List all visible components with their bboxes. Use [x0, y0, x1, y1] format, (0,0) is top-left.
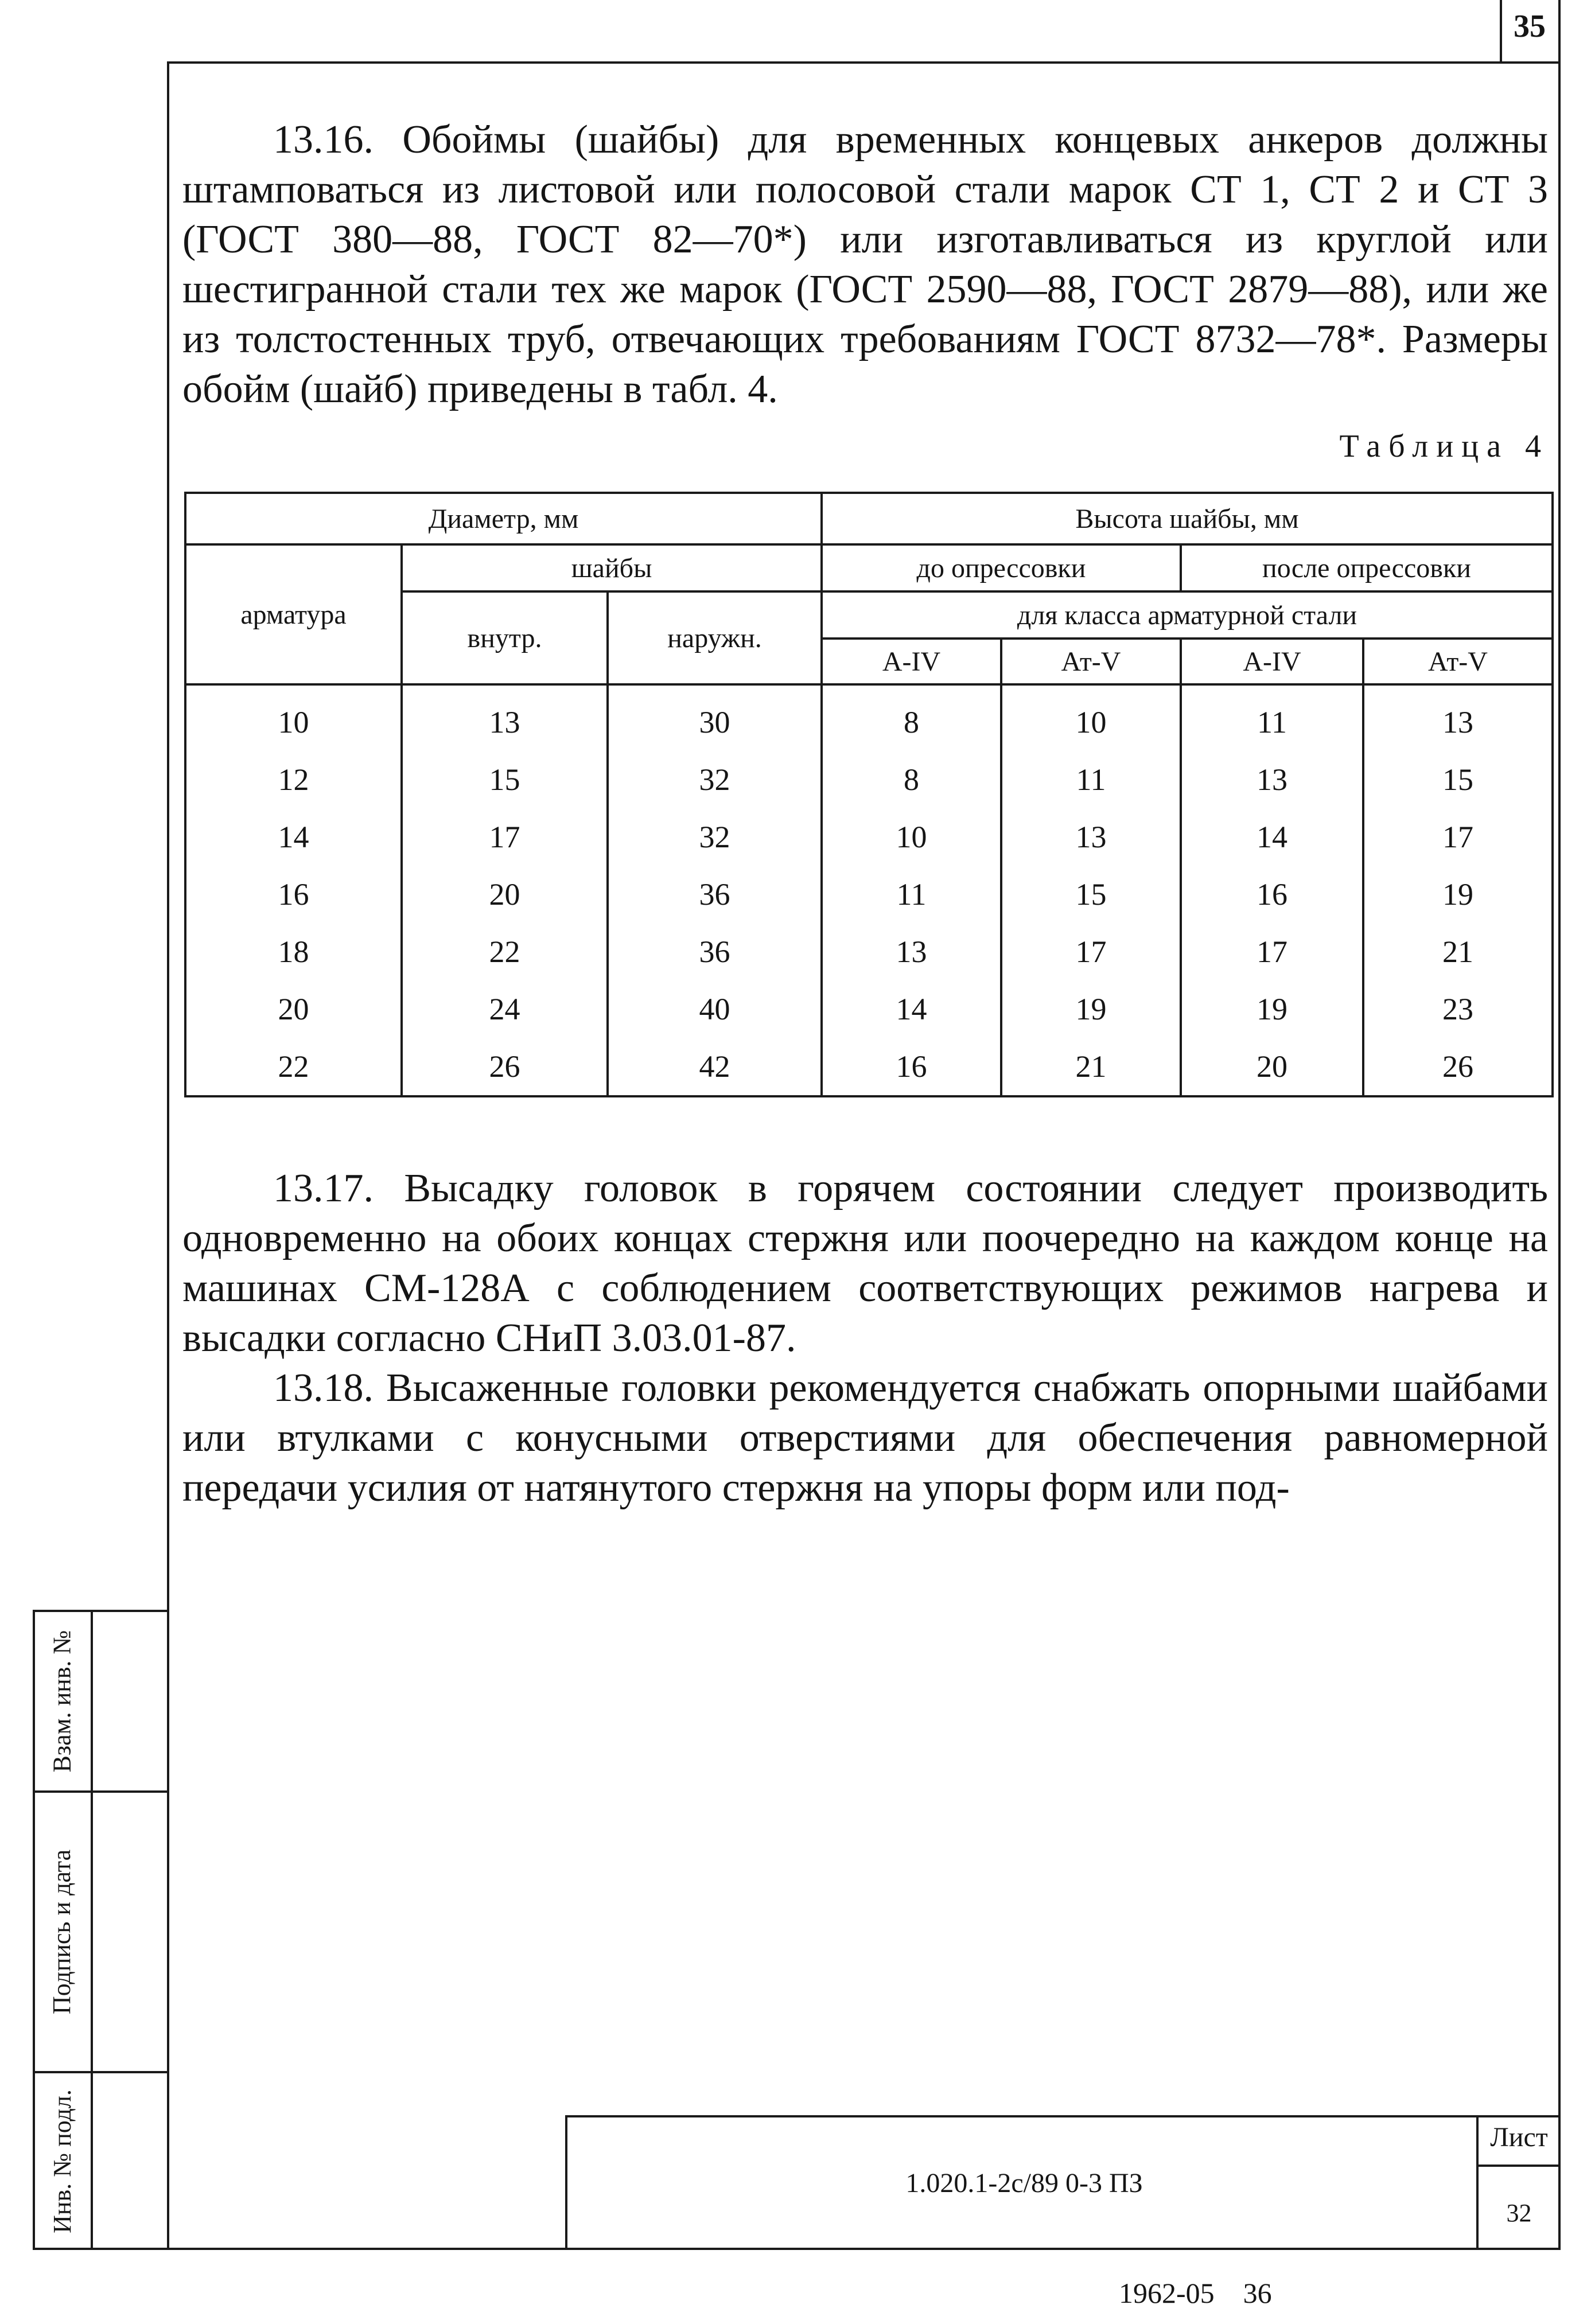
table-cell: 17: [1363, 808, 1553, 866]
table-header-row-2: [185, 544, 1553, 591]
page-number: 35: [1514, 9, 1546, 44]
table-cell: 10: [1001, 684, 1181, 751]
table-cell: 21: [1001, 1038, 1181, 1096]
header-washers: шайбы: [402, 544, 822, 591]
table-row: [185, 980, 1553, 1038]
table-cell: 13: [822, 923, 1001, 980]
table-cell: 14: [1181, 808, 1363, 866]
frame-top-border: [167, 61, 1561, 64]
header-class-a-iv-after: А-IV: [1181, 639, 1363, 684]
stamp-inv-original: [34, 2073, 90, 2249]
table-cell: 10: [185, 684, 402, 751]
table-cell: 11: [1001, 751, 1181, 808]
table-cell: 22: [402, 923, 608, 980]
header-class-at-v-before: Ат-V: [1001, 639, 1181, 684]
sheet-number: 32: [1506, 2199, 1532, 2227]
header-diameter: Диаметр, мм: [185, 493, 822, 544]
table-cell: 15: [1363, 751, 1553, 808]
table-cell: 32: [608, 808, 822, 866]
table-cell: 17: [1181, 923, 1363, 980]
stamp-signature-date: [34, 1793, 90, 2071]
header-class-a-iv-before: А-IV: [822, 639, 1001, 684]
table-row: [185, 866, 1553, 923]
header-inner: внутр.: [402, 591, 608, 684]
table-row: [185, 684, 1553, 751]
table-cell: 13: [1181, 751, 1363, 808]
table-cell: 10: [822, 808, 1001, 866]
table-cell: 36: [608, 866, 822, 923]
washer-dimensions-table: [184, 492, 1554, 1097]
header-class-at-v-after: Ат-V: [1363, 639, 1553, 684]
table-cell: 26: [1363, 1038, 1553, 1096]
stamp-signature-date-text: Подпись и дата: [48, 1849, 76, 2015]
title-block-sheet-separator: [1476, 2165, 1561, 2167]
header-after-pressing: после опрессовки: [1181, 544, 1553, 591]
table-cell: 12: [185, 751, 402, 808]
document-code: 1.020.1-2с/89 0-3 ПЗ: [905, 2168, 1143, 2198]
table-cell: 22: [185, 1038, 402, 1096]
frame-left-border: [167, 62, 169, 2249]
paragraph-13-16-text: 13.16. Обоймы (шайбы) для временных концевых анкеров должны штамповаться из листовой или полосовой стали марок СТ 1, СТ 2 и СТ 3 (ГОСТ 380—88, ГОСТ 82—70*) или изготавливаться из круглой или шестигранной стали тех же марок (ГОСТ 2590—88, ГОСТ 2879—88), или же из толстостенных труб, отвечающих требованиям ГОСТ 8732—78*. Размеры обойм (шайб) приведены в табл. 4.: [182, 118, 1548, 411]
stamp-replaced-inv: [34, 1612, 90, 1790]
stamp-inv-original-text: Инв. № подл.: [48, 2089, 76, 2233]
header-washer-height: Высота шайбы, мм: [822, 493, 1553, 544]
table-cell: 40: [608, 980, 822, 1038]
table-cell: 20: [402, 866, 608, 923]
page-number-box: [1500, 0, 1559, 63]
table-cell: 13: [1363, 684, 1553, 751]
table-cell: 14: [185, 808, 402, 866]
title-block-top: [565, 2115, 1561, 2117]
table-cell: 26: [402, 1038, 608, 1096]
table-cell: 16: [1181, 866, 1363, 923]
table-header-row-1: [185, 493, 1553, 544]
table-cell: 11: [1181, 684, 1363, 751]
table-cell: 18: [185, 923, 402, 980]
table-row: [185, 751, 1553, 808]
header-outer: наружн.: [608, 591, 822, 684]
table-cell: 17: [1001, 923, 1181, 980]
table-cell: 36: [608, 923, 822, 980]
table-cell: 17: [402, 808, 608, 866]
stamp-divider: [91, 1611, 93, 2250]
title-block-left: [565, 2115, 567, 2250]
sheet-label: Лист: [1490, 2122, 1548, 2152]
table-cell: 15: [402, 751, 608, 808]
table-cell: 20: [1181, 1038, 1363, 1096]
table-cell: 15: [1001, 866, 1181, 923]
stamp-replaced-inv-text: Взам. инв. №: [48, 1630, 76, 1773]
table-cell: 20: [185, 980, 402, 1038]
table-row: [185, 808, 1553, 866]
header-before-pressing: до опрессовки: [822, 544, 1181, 591]
header-steel-class: для класса арматурной стали: [822, 591, 1553, 639]
table-cell: 42: [608, 1038, 822, 1096]
table-cell: 8: [822, 684, 1001, 751]
paragraph-13-16: [182, 115, 1548, 414]
frame-bottom-border: [33, 2248, 1561, 2250]
table-caption: Таблица 4: [1339, 429, 1549, 464]
table-body: [185, 684, 1553, 1096]
table-row: [185, 1038, 1553, 1096]
table-cell: 13: [1001, 808, 1181, 866]
table-cell: 16: [822, 1038, 1001, 1096]
table-cell: 19: [1181, 980, 1363, 1038]
table-cell: 19: [1001, 980, 1181, 1038]
paragraphs-13-17-13-18: [182, 1163, 1548, 1513]
footer-reference: 1962-05 36: [1119, 2277, 1272, 2309]
table-cell: 16: [185, 866, 402, 923]
table-cell: 14: [822, 980, 1001, 1038]
table-cell: 24: [402, 980, 608, 1038]
table-row: [185, 923, 1553, 980]
paragraph-13-17-text: 13.17. Высадку головок в горячем состоянии следует производить одновременно на обоих концах стержня или поочередно на каждом конце на машинах СМ-128А с соблюдением соответствующих режимов нагрева и высадки согласно СНиП 3.03.01-87.: [182, 1166, 1548, 1360]
table-cell: 11: [822, 866, 1001, 923]
table-cell: 13: [402, 684, 608, 751]
header-rebar: арматура: [185, 544, 402, 684]
frame-right-border: [1558, 0, 1561, 2249]
paragraph-13-18-text: 13.18. Высаженные головки рекомендуется снабжать опорными шайбами или втулками с конусными отверстиями для обеспечения равномерной передачи усилия от натянутого стержня на упоры форм или под-: [182, 1366, 1548, 1510]
table-cell: 21: [1363, 923, 1553, 980]
table-cell: 32: [608, 751, 822, 808]
table-cell: 8: [822, 751, 1001, 808]
table-cell: 19: [1363, 866, 1553, 923]
table-cell: 23: [1363, 980, 1553, 1038]
table-cell: 30: [608, 684, 822, 751]
